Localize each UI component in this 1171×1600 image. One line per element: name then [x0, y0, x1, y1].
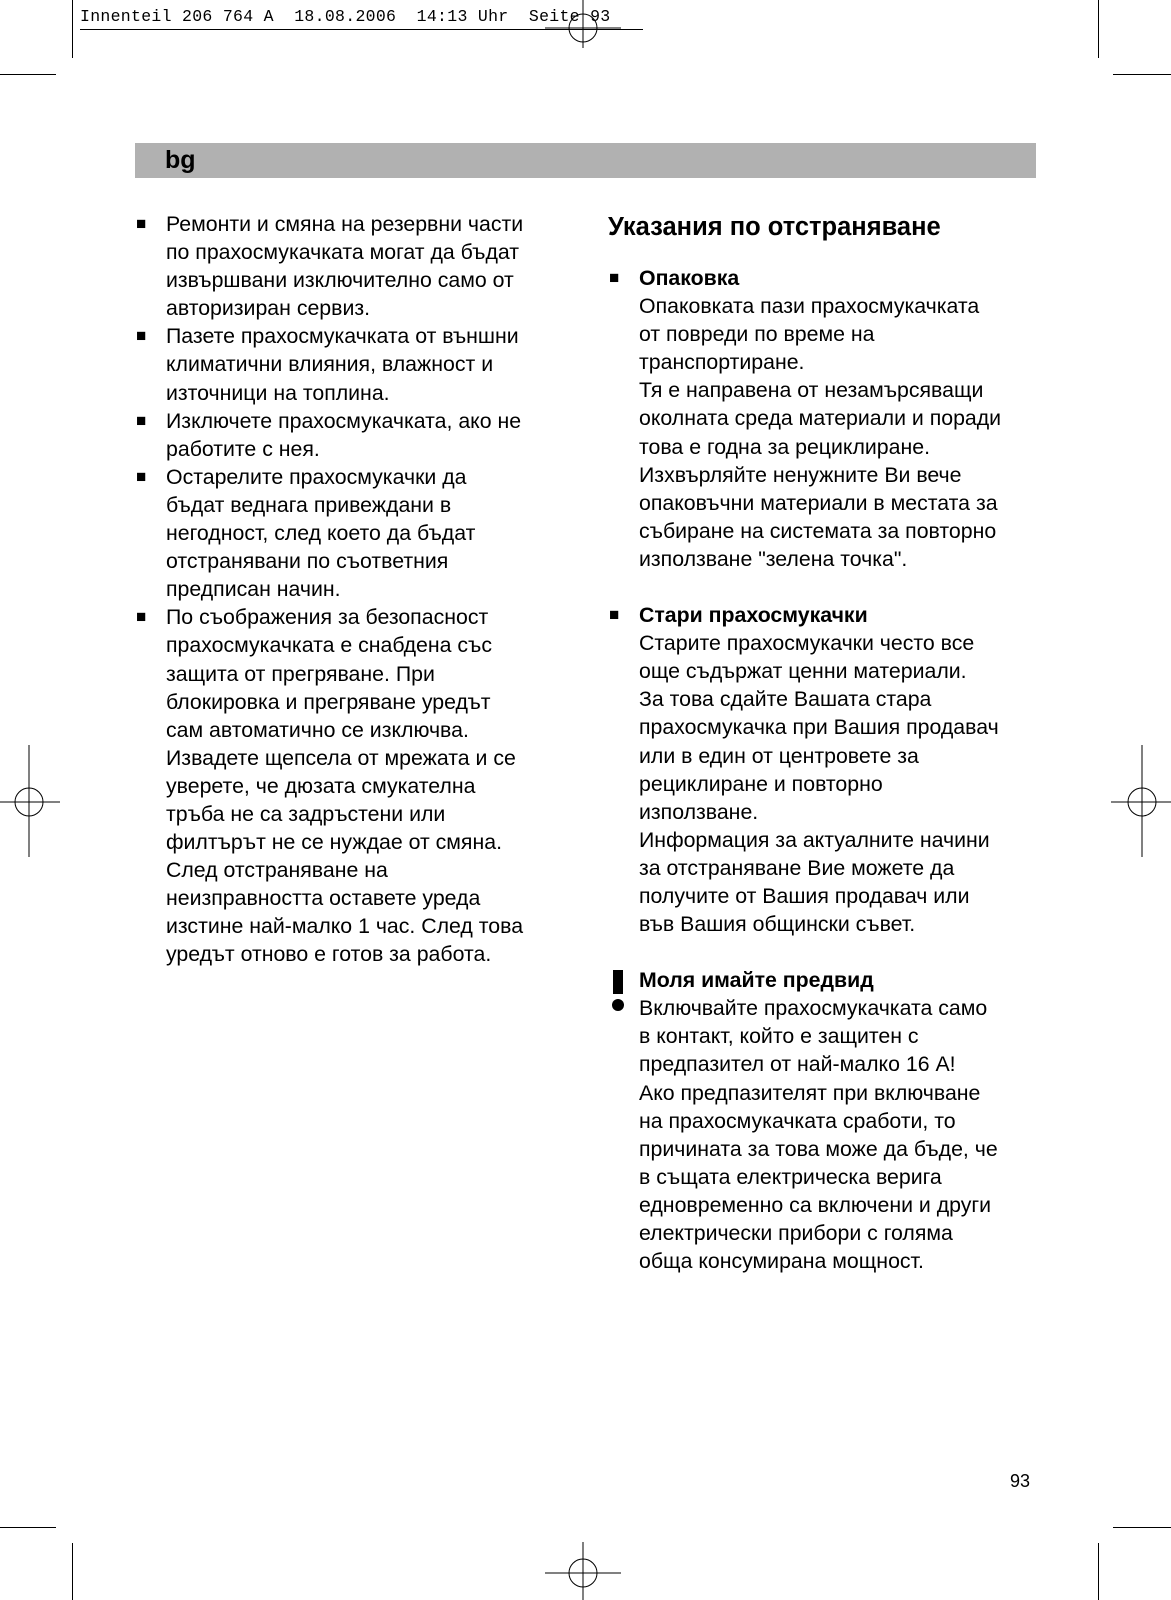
registration-mark-icon	[545, 1542, 621, 1600]
crop-mark	[72, 0, 73, 58]
registration-mark-icon	[0, 745, 60, 857]
list-item-text: Ремонти и смяна на резервни части по прахосмукачката могат да бъдат извършвани изключително само от авторизиран сервиз.	[166, 212, 524, 321]
list-item-text: Остарелите прахосмукачки да бъдат веднага привеждани в негодност, след което да бъдат отстранявани по съответния предписан начин.	[166, 464, 476, 602]
page-number: 93	[1010, 1471, 1031, 1491]
square-bullet-icon: ■	[136, 410, 147, 430]
list-item-text: Пазете прахосмукачката от външни климатични влияния, влажност и източници на топлина.	[166, 324, 519, 405]
square-bullet-icon: ■	[609, 605, 620, 625]
section-text: Старите прахосмукачки често все още съдържат ценни материали. За това сдайте Вашата стара прахосмукачка при Вашия продавач или в един от центровете за рециклиране и повторно използване. Информация за актуалните начини за отстраняване Вие можете да получите от Вашия продавач или във Вашия общински съвет.	[639, 631, 999, 937]
language-bar	[135, 143, 1036, 178]
section-please-note	[608, 966, 1048, 1275]
exclamation-warning-icon	[611, 970, 625, 1012]
language-label: bg	[165, 146, 196, 174]
crop-mark	[72, 1543, 73, 1600]
square-bullet-icon: ■	[136, 607, 147, 627]
list-item	[135, 603, 565, 968]
section-old-appliances	[608, 601, 1048, 938]
registration-mark-icon	[1111, 745, 1171, 857]
square-bullet-icon: ■	[609, 268, 620, 287]
list-item	[135, 463, 565, 603]
section-heading: Моля имайте предвид	[639, 968, 874, 993]
section-text: Включвайте прахосмукачката само в контакт, който е защитен с предпазител от най-малко 16 А! Ако предпазителят при включване на прахосмукачката сработи, то причината за това може да бъде, че в същата електрическа верига едновременно са включени и други електрически прибори с голяма обща консумирана мощност.	[639, 996, 998, 1274]
square-bullet-icon: ■	[136, 326, 147, 346]
list-item	[135, 407, 565, 463]
section-title: Указания по отстраняване	[608, 213, 941, 241]
crop-mark	[1098, 0, 1099, 58]
list-item	[135, 210, 565, 322]
section-text: Опаковката пази прахосмукачката от повреди по време на транспортиране. Тя е направена от незамърсяващи околната среда материали и поради това е годна за рециклиране. Изхвърляйте ненужните Ви вече опаковъчни материали в местата за събиране на системата за повторно използване "зелена точка".	[639, 294, 1002, 571]
list-item	[135, 322, 565, 406]
crop-mark	[1098, 1543, 1099, 1600]
list-item-text: По съображения за безопасност прахосмукачката е снабдена със защита от прегряване. При блокировка и прегряване уредът сам автоматично се изключва. Извадете щепсела от мрежата и се уверете, че дюзата смукателна тръба не са задръстени или филтърът не се нуждае от смяна. След отстраняване на неизправността оставете уреда изстине най-малко 1 час. След това уредът отново е готов за работа.	[166, 605, 524, 967]
crop-mark	[0, 1527, 56, 1528]
crop-mark	[0, 74, 56, 75]
list-item-text: Изключете прахосмукачката, ако не работите с нея.	[166, 408, 522, 461]
section-heading: Стари прахосмукачки	[639, 603, 868, 628]
section-heading: Опаковка	[639, 266, 740, 290]
right-column	[608, 212, 1048, 1275]
registration-mark-icon	[545, 0, 621, 50]
square-bullet-icon: ■	[136, 214, 147, 233]
section-packaging	[608, 264, 1048, 573]
crop-mark	[1113, 1527, 1171, 1528]
print-header: Innenteil 206 764 A 18.08.2006 14:13 Uhr Seite 93	[80, 7, 611, 26]
crop-mark	[1113, 74, 1171, 75]
square-bullet-icon: ■	[136, 466, 147, 486]
left-column	[135, 210, 565, 969]
